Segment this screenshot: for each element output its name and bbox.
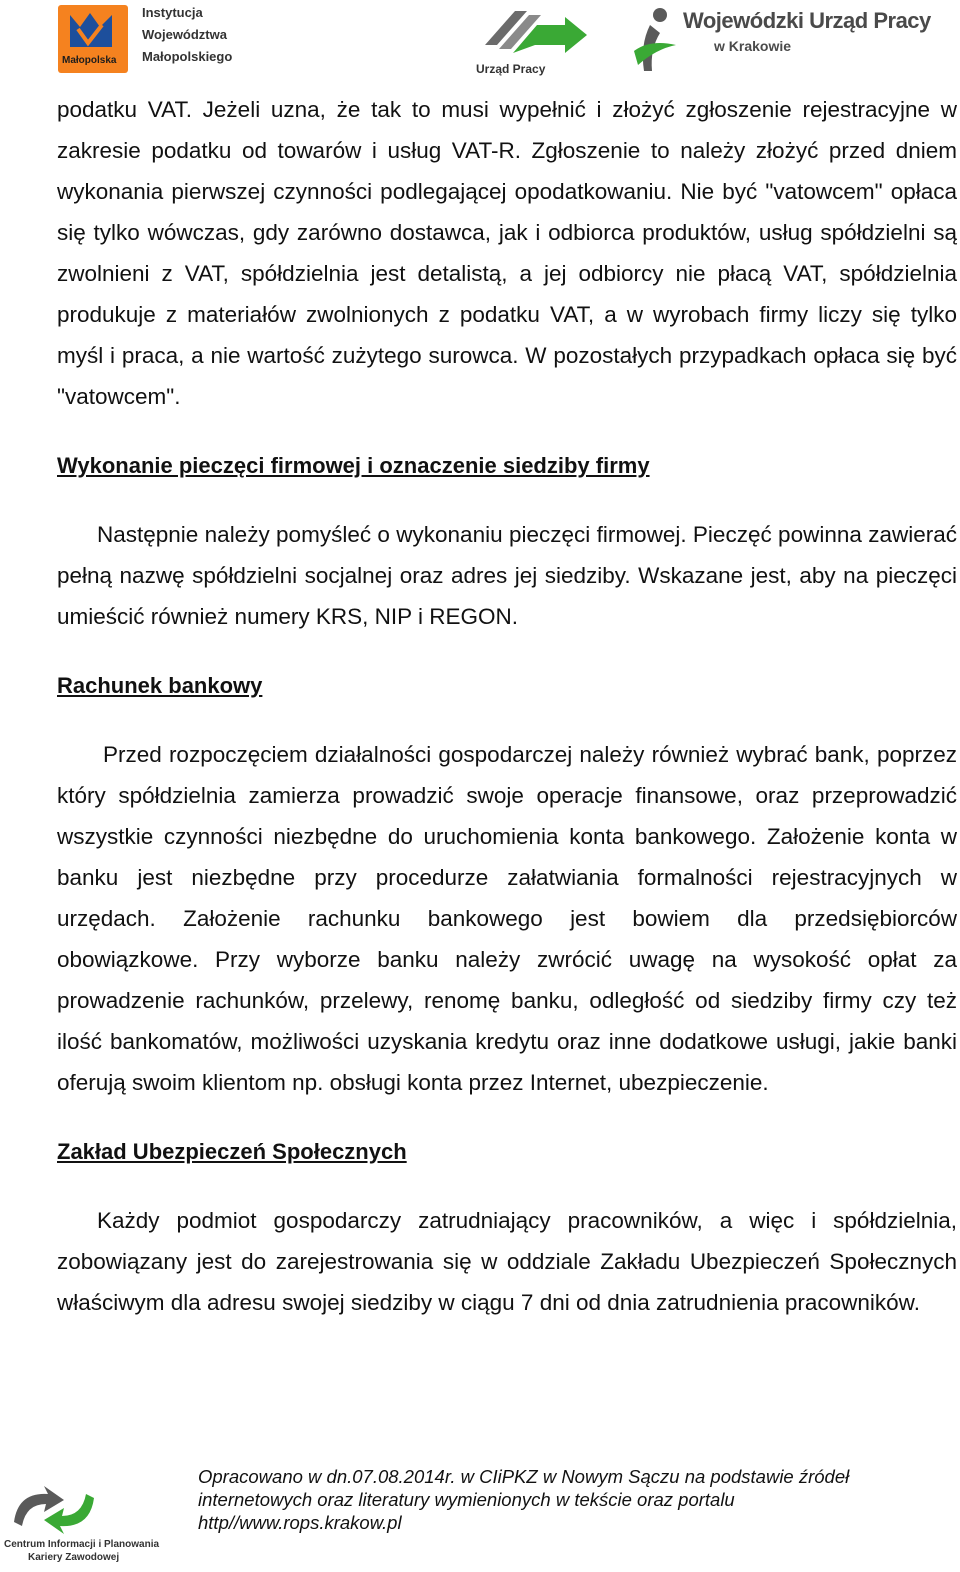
footer-line: Opracowano w dn.07.08.2014r. w CIiPKZ w Nowym Sączu na podstawie źródeł: [198, 1466, 850, 1487]
ciipkz-caption-line: Centrum Informacji i Planowania: [4, 1539, 160, 1550]
institution-line: Małopolskiego: [142, 49, 233, 64]
heading-stamp: Wykonanie pieczęci firmowej i oznaczenie siedziby firmy: [57, 453, 650, 478]
urzad-pracy-caption: Urząd Pracy: [476, 62, 546, 76]
institution-name: [142, 2, 232, 68]
institution-line: Instytucja: [142, 5, 203, 20]
page-footer: [198, 1465, 918, 1534]
ciipkz-caption-line: Kariery Zawodowej: [28, 1552, 120, 1563]
institution-line: Województwa: [142, 27, 227, 42]
footer-link[interactable]: http//www.rops.krakow.pl: [198, 1512, 402, 1533]
paragraph-vat: podatku VAT. Jeżeli uzna, że tak to musi wypełnić i złożyć zgłoszenie rejestracyjne w zakresie podatku od towarów i usług VAT-R. Zgłoszenie to należy złożyć przed dniem wykonania pierwszej czynności podlegającej opodatkowaniu. Nie być "vatowcem" opłaca się tylko wówczas, gdy zarówno dostawca, jak i odbiorca produktów, usług spółdzielni są zwolnieni z VAT, spółdzielnia jest detalistą, a jej odbiorcy nie płacą VAT, spółdzielnia produkuje z materiałów zwolnionych z podatku VAT, a w wyrobach firmy liczy się tylko myśl i praca, a nie wartość zużytego surowca. W pozostałych przypadkach opłaca się być "vatowcem".: [57, 97, 957, 409]
footer-line: internetowych oraz literatury wymienionych w tekście oraz portalu: [198, 1489, 735, 1510]
wup-figure-icon: [630, 5, 680, 75]
paragraph-bank-account: Przed rozpoczęciem działalności gospodarczej należy również wybrać bank, poprzez który spółdzielnia zamierza prowadzić swoje operacje finansowe, oraz przeprowadzić wszystkie czynności niezbędne do uruchomienia konta bankowego. Założenie konta w banku jest niezbędne przy procedurze załatwiania formalności rejestracyjnych w urzędach. Założenie rachunku bankowego jest bowiem dla przedsiębiorców obowiązkowe. Przy wyborze banku należy zwrócić uwagę na wysokość opłat za prowadzenie rachunków, przelewy, renomę banku, odległość od siedziby firmy czy też ilość bankomatów, możliwości uzyskania kredytu oraz inne dodatkowe usługi, jakie banki oferują swoim klientom np. obsługi konta przez Internet, ubezpieczenie.: [57, 742, 957, 1095]
urzad-pracy-logo-icon: [475, 5, 590, 63]
ciipkz-logo-caption: [4, 1538, 159, 1564]
wup-subtitle: w Krakowie: [714, 38, 792, 54]
paragraph-stamp: Następnie należy pomyśleć o wykonaniu pieczęci firmowej. Pieczęć powinna zawierać pełną nazwę spółdzielni socjalnej oraz adres jej siedziby. Wskazane jest, aby na pieczęci umieścić również numery KRS, NIP i REGON.: [57, 522, 957, 629]
paragraph-zus: Każdy podmiot gospodarczy zatrudniający pracowników, a więc i spółdzielnia, zobowiązany jest do zarejestrowania się w oddziale Zakładu Ubezpieczeń Społecznych właściwym dla adresu swojej siedziby w ciągu 7 dni od dnia zatrudnienia pracowników.: [57, 1208, 957, 1315]
document-body: [57, 89, 957, 1323]
page-header: [0, 0, 960, 85]
heading-bank-account: Rachunek bankowy: [57, 673, 263, 698]
malopolska-logo-label: Małopolska: [62, 55, 117, 66]
wup-title: Wojewódzki Urząd Pracy: [683, 8, 931, 33]
heading-zus: Zakład Ubezpieczeń Społecznych: [57, 1139, 407, 1164]
ciipkz-logo-icon: [4, 1482, 104, 1538]
